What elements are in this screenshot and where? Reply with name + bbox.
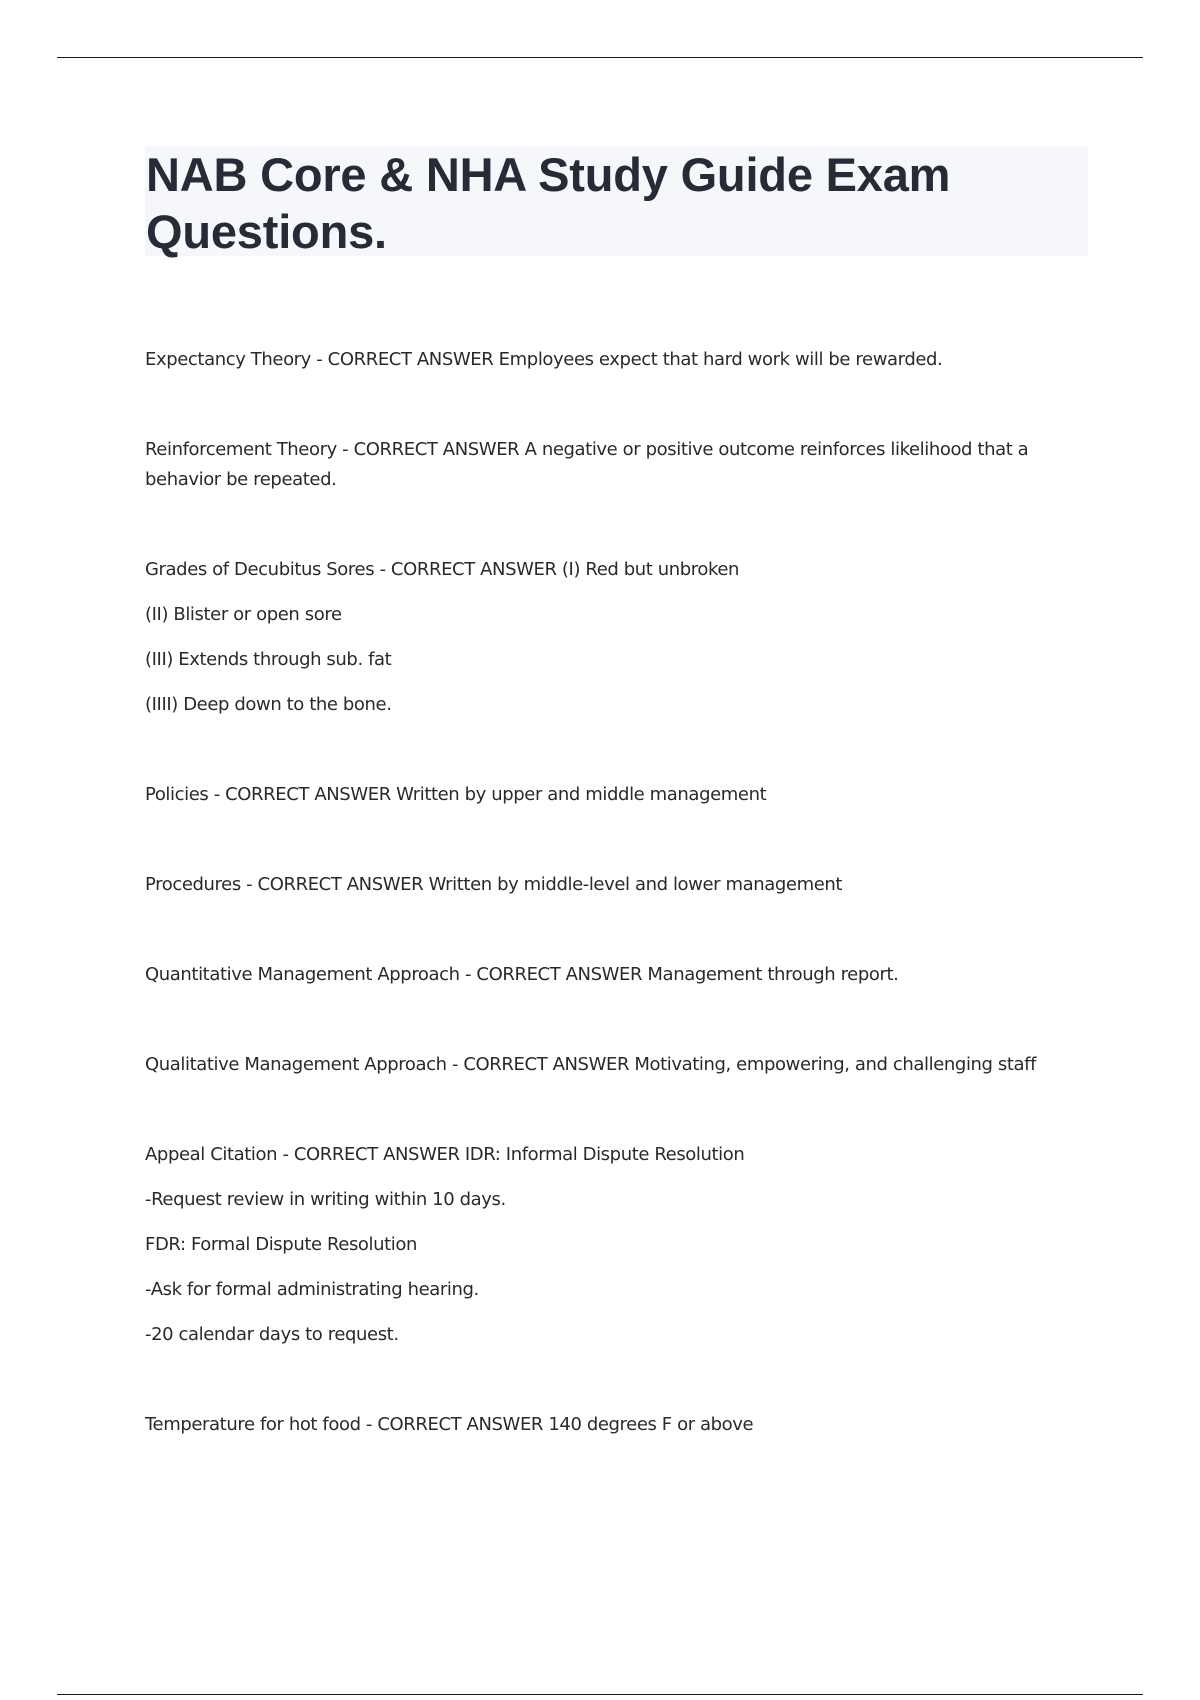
top-rule <box>57 57 1143 58</box>
qa-line: -Ask for formal administrating hearing. <box>145 1279 479 1300</box>
qa-entry <box>145 1140 1095 1350</box>
qa-line: Policies - CORRECT ANSWER Written by upper and middle management <box>145 784 767 805</box>
qa-entry <box>145 555 1095 720</box>
qa-line: Reinforcement Theory - CORRECT ANSWER A negative or positive outcome reinforces likelihood that a behavior be repeated. <box>145 439 1029 490</box>
qa-line: (III) Extends through sub. fat <box>145 649 392 670</box>
qa-list <box>145 345 1095 1500</box>
document-title: NAB Core & NHA Study Guide Exam Questions. <box>146 148 951 258</box>
qa-entry <box>145 780 1095 810</box>
qa-entry <box>145 1050 1095 1080</box>
qa-line: -Request review in writing within 10 days. <box>145 1189 506 1210</box>
qa-line: FDR: Formal Dispute Resolution <box>145 1234 418 1255</box>
qa-entry <box>145 960 1095 990</box>
qa-line: Expectancy Theory - CORRECT ANSWER Employees expect that hard work will be rewarded. <box>145 349 943 370</box>
qa-entry <box>145 870 1095 900</box>
title-banner <box>145 146 1088 256</box>
qa-entry <box>145 345 1095 375</box>
qa-entry <box>145 1410 1095 1440</box>
qa-line: (II) Blister or open sore <box>145 604 342 625</box>
qa-line: (IIII) Deep down to the bone. <box>145 694 392 715</box>
qa-line: Quantitative Management Approach - CORRECT ANSWER Management through report. <box>145 964 899 985</box>
qa-line: -20 calendar days to request. <box>145 1324 399 1345</box>
qa-line: Temperature for hot food - CORRECT ANSWER 140 degrees F or above <box>145 1414 754 1435</box>
qa-line: Procedures - CORRECT ANSWER Written by middle-level and lower management <box>145 874 843 895</box>
bottom-rule <box>57 1694 1143 1695</box>
qa-line: Grades of Decubitus Sores - CORRECT ANSWER (I) Red but unbroken <box>145 559 740 580</box>
qa-entry <box>145 435 1095 495</box>
qa-line: Appeal Citation - CORRECT ANSWER IDR: Informal Dispute Resolution <box>145 1144 745 1165</box>
qa-line: Qualitative Management Approach - CORRECT ANSWER Motivating, empowering, and challenging staff <box>145 1054 1037 1075</box>
